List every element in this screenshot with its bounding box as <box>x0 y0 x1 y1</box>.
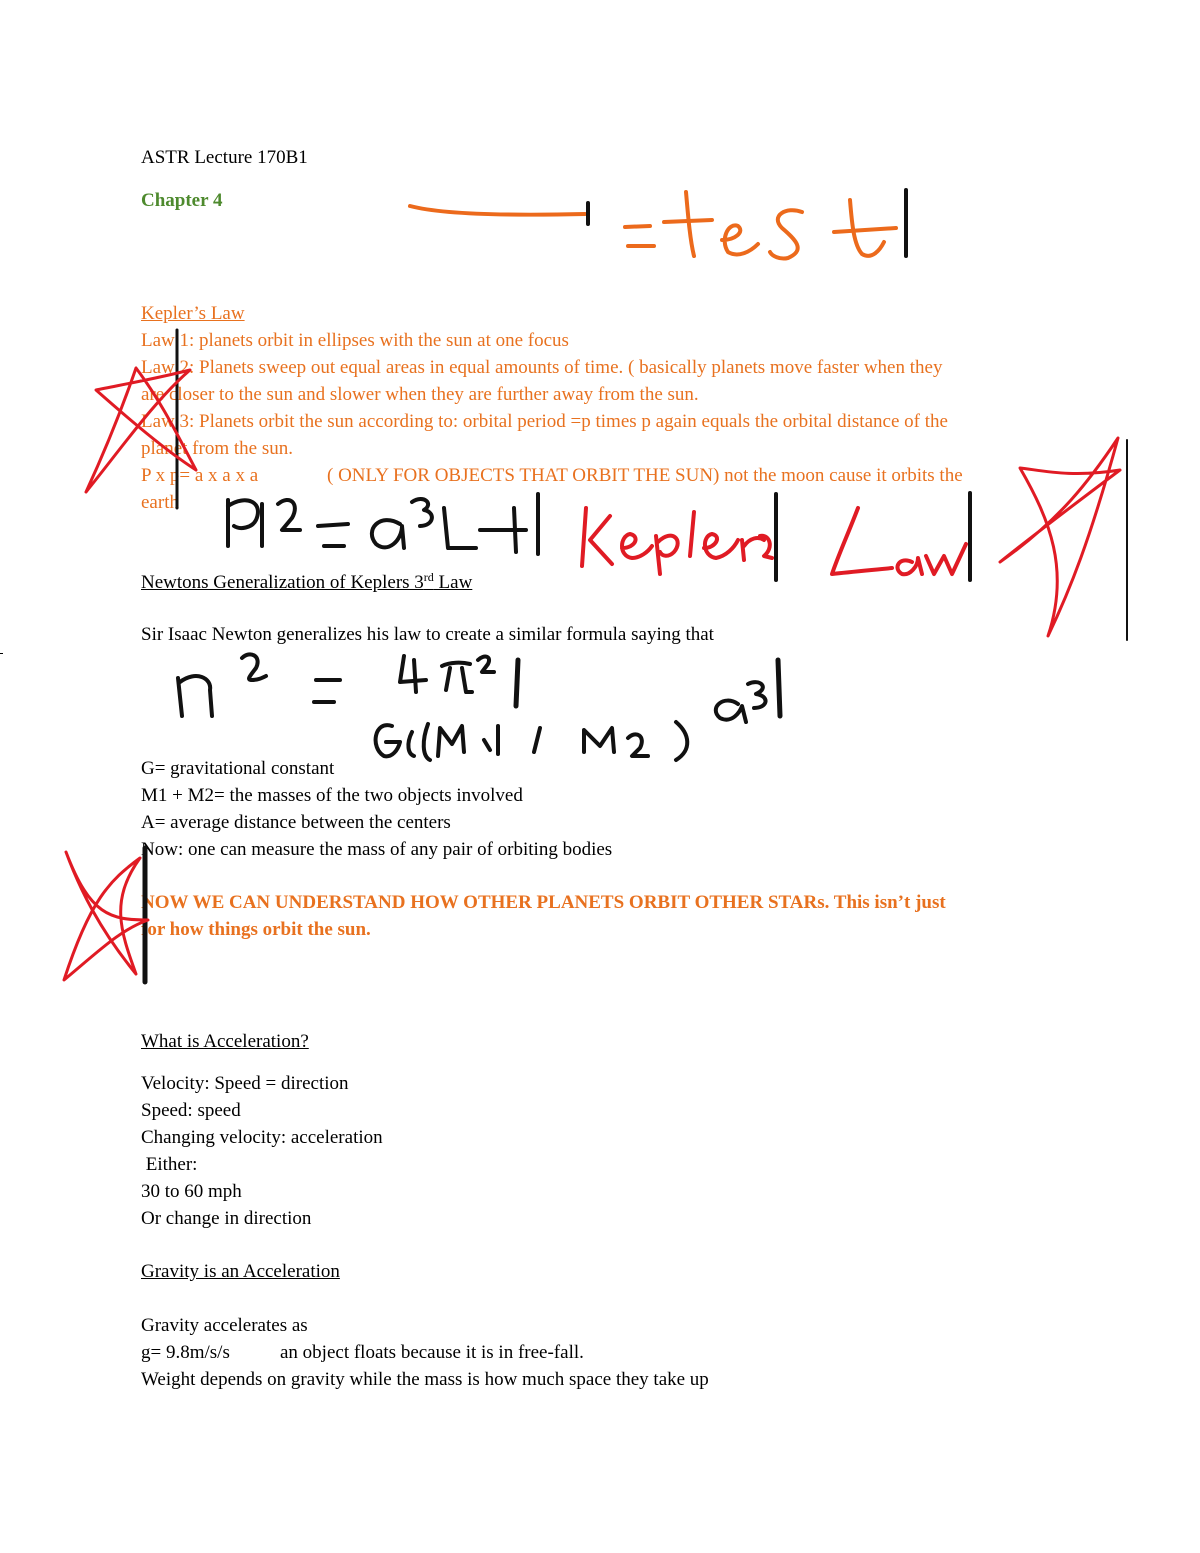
ink-keplers-law <box>582 508 966 574</box>
acceleration-line: 30 to 60 mph <box>141 1181 242 1202</box>
newton-heading-text: Newtons Generalization of Keplers 3 <box>141 572 424 593</box>
definition-masses: M1 + M2= the masses of the two objects involved <box>141 785 523 806</box>
emphasis-line-2: for how things orbit the sun. <box>141 919 371 940</box>
definition-distance: A= average distance between the centers <box>141 812 451 833</box>
acceleration-line: Speed: speed <box>141 1100 241 1121</box>
kepler-law-2-cont: are closer to the sun and slower when they are further away from the sun. <box>141 384 699 405</box>
acceleration-line: Velocity: Speed = direction <box>141 1073 349 1094</box>
kepler-heading: Kepler’s Law <box>141 303 245 324</box>
kepler-law-3-cont: planet from the sun. <box>141 438 293 459</box>
kepler-law-1: Law 1: planets orbit in ellipses with the sun at one focus <box>141 330 569 351</box>
gravity-heading: Gravity is an Acceleration <box>141 1261 340 1282</box>
ink-test-scribble <box>410 192 896 259</box>
emphasis-line-1: NOW WE CAN UNDERSTAND HOW OTHER PLANETS ORBIT OTHER STARs. This isn’t just <box>141 892 946 913</box>
gravity-line-3: Weight depends on gravity while the mass is how much space they take up <box>141 1369 709 1390</box>
newton-intro: Sir Isaac Newton generalizes his law to create a similar formula saying that <box>141 624 714 645</box>
definition-now: Now: one can measure the mass of any pair of orbiting bodies <box>141 839 613 860</box>
acceleration-line: Or change in direction <box>141 1208 312 1229</box>
ink-kepler-formula <box>228 494 538 554</box>
acceleration-heading: What is Acceleration? <box>141 1031 309 1052</box>
gravity-line-1: Gravity accelerates as <box>141 1315 308 1336</box>
kepler-formula-note: ( ONLY FOR OBJECTS THAT ORBIT THE SUN) not the moon cause it orbits the <box>327 465 963 486</box>
newton-heading-post: Law <box>433 572 473 593</box>
acceleration-line: Either: <box>141 1154 198 1175</box>
kepler-formula: P x p= a x a x a <box>141 465 259 486</box>
ink-newton-formula <box>178 654 780 760</box>
kepler-law-2: Law 2: Planets sweep out equal areas in equal amounts of time. ( basically planets move faster when they <box>141 357 943 378</box>
newton-heading <box>141 569 472 596</box>
acceleration-line: Changing velocity: acceleration <box>141 1127 383 1148</box>
course-title: ASTR Lecture 170B1 <box>141 147 308 168</box>
chapter-heading: Chapter 4 <box>141 190 223 211</box>
kepler-formula-note-cont: earth <box>141 492 179 513</box>
kepler-law-3: Law 3: Planets orbit the sun according to: orbital period =p times p again equals the orbital distance of the <box>141 411 948 432</box>
gravity-line-2b: an object floats because it is in free-fall. <box>280 1342 584 1363</box>
newton-heading-sup: rd <box>423 570 434 584</box>
gravity-line-2a: g= 9.8m/s/s <box>141 1342 230 1363</box>
definition-g: G= gravitational constant <box>141 758 335 779</box>
margin-mark <box>0 653 3 654</box>
